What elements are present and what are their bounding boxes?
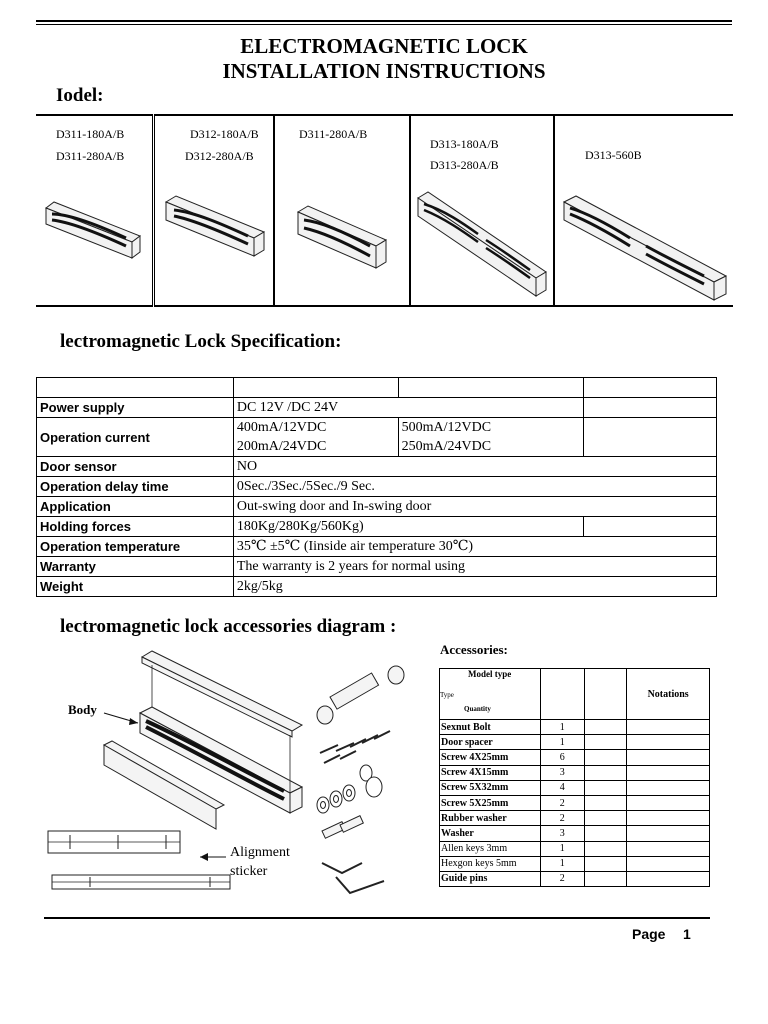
model-label: D311-180A/B [56,127,125,141]
acc-qty: 3 [540,765,584,780]
spec-label: Door sensor [37,457,234,477]
table-row [37,517,717,537]
lock-image [414,188,550,300]
spec-label: Warranty [37,557,234,577]
table-row [440,841,710,856]
acc-qty: 3 [540,826,584,841]
header-model-type: Model type [468,669,512,679]
spec-label: Power supply [37,398,234,418]
acc-qty: 2 [540,871,584,886]
body-label: Body [68,702,97,717]
header-cell [440,669,541,720]
lock-image [40,190,150,270]
table-row [440,871,710,886]
acc-qty: 1 [540,735,584,750]
table-row [440,669,710,720]
table-row [440,795,710,810]
spec-value: 180Kg/280Kg/560Kg) [233,517,584,537]
spec-value: 400mA/12VDC [233,418,398,438]
spec-value: 35℃ ±5℃ (Iinside air temperature 30℃) [233,537,716,557]
spec-value: 2kg/5kg [233,577,716,597]
model-label: D312-280A/B [185,149,254,163]
alignment-label: Alignment [230,845,290,860]
spec-value: 250mA/24VDC [398,437,584,457]
table-row [440,720,710,735]
table-row [440,826,710,841]
table-row [37,378,717,398]
acc-item: Allen keys 3mm [440,841,541,856]
acc-qty: 6 [540,750,584,765]
spec-label: Operation delay time [37,477,234,497]
spec-value: NO [233,457,716,477]
table-row [37,557,717,577]
spec-value: 500mA/12VDC [398,418,584,438]
acc-item: Door spacer [440,735,541,750]
spec-label: Holding forces [37,517,234,537]
page-label: Page [632,926,666,942]
table-row [37,398,717,418]
model-label: D311-280A/B [299,127,368,141]
lock-image [160,190,270,270]
alignment-label: sticker [230,864,268,879]
acc-item: Hexgon keys 5mm [440,856,541,871]
lock-image [560,192,730,302]
table-row [37,537,717,557]
model-label: D313-180A/B [430,137,499,151]
table-row [37,497,717,517]
spec-label: Operation temperature [37,537,234,557]
table-row [37,477,717,497]
acc-qty: 4 [540,780,584,795]
table-row [440,765,710,780]
table-row [440,780,710,795]
acc-item: Screw 5X25mm [440,795,541,810]
acc-item: Sexnut Bolt [440,720,541,735]
page-title: ELECTROMAGNETIC LOCK [240,34,528,58]
header-notations: Notations [627,669,710,720]
acc-qty: 1 [540,841,584,856]
lock-image [292,198,392,274]
acc-item: Rubber washer [440,811,541,826]
spec-label: Application [37,497,234,517]
acc-item: Screw 5X32mm [440,780,541,795]
model-label: D311-280A/B [56,149,125,163]
acc-qty: 2 [540,795,584,810]
acc-qty: 1 [540,720,584,735]
page-number: 1 [683,926,691,942]
table-row [440,735,710,750]
table-row [37,577,717,597]
acc-item: Screw 4X25mm [440,750,541,765]
top-rule [36,20,732,22]
spec-value: 200mA/24VDC [233,437,398,457]
model-heading: Iodel: [56,85,104,106]
model-label: D312-180A/B [190,127,259,141]
acc-item: Screw 4X15mm [440,765,541,780]
top-rule-thin [36,24,732,25]
spec-value: 0Sec./3Sec./5Sec./9 Sec. [233,477,716,497]
table-row [37,457,717,477]
spec-label: Operation current [37,418,234,457]
page-subtitle: INSTALLATION INSTRUCTIONS [222,59,546,83]
model-label: D313-280A/B [430,158,499,172]
accessories-table [439,668,710,887]
table-row [37,418,717,438]
acc-qty: 1 [540,856,584,871]
spec-value: DC 12V /DC 24V [233,398,584,418]
accessories-heading: Accessories: [440,642,508,657]
bottom-rule [44,917,710,919]
table-row [440,750,710,765]
header-type: Type [440,691,454,699]
spec-value: The warranty is 2 years for normal using [233,557,716,577]
spec-value: Out-swing door and In-swing door [233,497,716,517]
spec-table [36,377,717,597]
acc-item: Guide pins [440,871,541,886]
spec-label: Weight [37,577,234,597]
acc-item: Washer [440,826,541,841]
diagram-heading: lectromagnetic lock accessories diagram : [60,616,397,637]
spec-heading: lectromagnetic Lock Specification: [60,331,342,352]
acc-qty: 2 [540,811,584,826]
header-quantity: Quantity [464,705,491,713]
model-label: D313-560B [585,148,642,162]
table-row [440,856,710,871]
table-row [440,811,710,826]
accessories-diagram [40,645,435,900]
